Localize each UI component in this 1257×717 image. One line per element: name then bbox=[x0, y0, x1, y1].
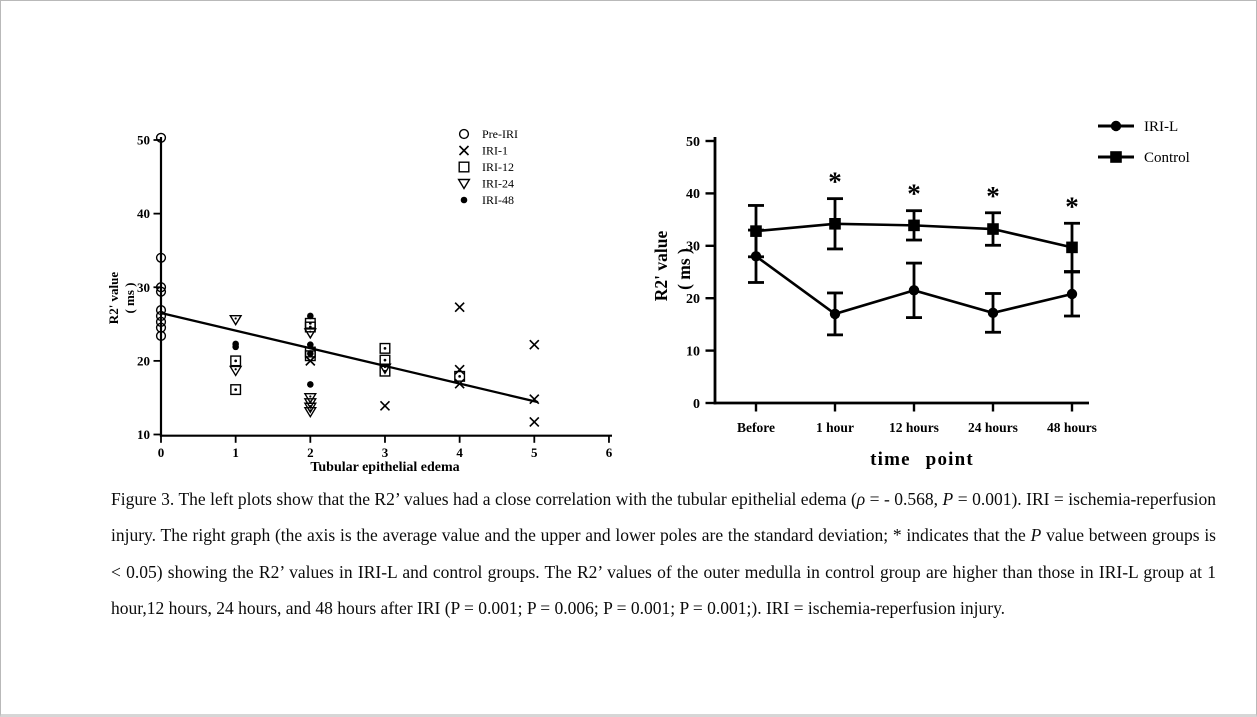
significance-star: * bbox=[828, 166, 842, 197]
caption-italic-segment: P bbox=[1030, 525, 1042, 546]
legend-open-triangle-down-icon bbox=[459, 180, 470, 189]
significance-star: * bbox=[907, 178, 921, 209]
triangle-center-dot bbox=[235, 317, 237, 319]
left-y-axis-title: R2' value bbox=[106, 271, 121, 325]
point-iri-1 bbox=[530, 340, 539, 349]
mean-point-iri-l bbox=[988, 308, 998, 318]
left-y-axis-title-units: ( ms ) bbox=[122, 282, 137, 314]
left-x-tick-label: 2 bbox=[307, 445, 314, 460]
left-legend-item-iri-24 bbox=[459, 177, 514, 191]
mean-point-iri-l bbox=[830, 309, 840, 319]
triangle-shape bbox=[459, 180, 470, 189]
point-iri-1 bbox=[455, 303, 464, 312]
triangle-center-dot bbox=[309, 331, 311, 333]
right-y-tick-label: 40 bbox=[686, 187, 700, 203]
filled-circle-shape bbox=[232, 344, 239, 351]
filled-circle-shape bbox=[307, 313, 314, 320]
left-x-tick-label: 4 bbox=[456, 445, 463, 460]
filled-square-shape bbox=[750, 225, 762, 237]
left-y-tick-label: 10 bbox=[137, 427, 150, 442]
left-x-axis-title: Tubular epithelial edema bbox=[310, 460, 460, 475]
filled-circle-shape bbox=[307, 350, 314, 357]
mean-point-control bbox=[1066, 242, 1078, 254]
point-iri-24 bbox=[230, 366, 241, 375]
triangle-center-dot bbox=[309, 395, 311, 397]
filled-circle-shape bbox=[1067, 289, 1077, 299]
right-x-axis-title: time point bbox=[870, 449, 974, 470]
triangle-shape bbox=[305, 329, 316, 338]
legend-label: Control bbox=[1144, 150, 1190, 166]
left-y-tick-label: 40 bbox=[137, 206, 150, 222]
right-x-tick-label: Before bbox=[737, 420, 775, 435]
left-x-tick-label: 0 bbox=[157, 445, 165, 460]
filled-circle-shape bbox=[1111, 121, 1121, 131]
legend-label: IRI-12 bbox=[482, 160, 514, 174]
square-center-dot bbox=[384, 347, 387, 350]
left-x-tick-label: 5 bbox=[531, 445, 538, 460]
point-iri-1 bbox=[455, 365, 464, 374]
left-y-tick-label: 50 bbox=[137, 132, 150, 148]
square-center-dot bbox=[458, 375, 461, 378]
mean-point-iri-l bbox=[909, 285, 919, 295]
triangle-center-dot bbox=[309, 405, 311, 407]
right-y-axis-title: R2' value bbox=[651, 230, 671, 302]
triangle-center-dot bbox=[309, 409, 311, 411]
mean-point-control bbox=[908, 220, 920, 232]
series-iri-l bbox=[748, 230, 1080, 335]
triangle-shape bbox=[230, 366, 241, 375]
left-legend-item-pre-iri bbox=[460, 127, 518, 141]
right-y-tick-label: 0 bbox=[693, 396, 700, 412]
series-control bbox=[748, 199, 1080, 272]
point-iri-48 bbox=[307, 350, 314, 357]
right-x-tick-label: 48 hours bbox=[1047, 420, 1097, 435]
significance-star: * bbox=[986, 180, 1000, 211]
filled-circle-shape bbox=[461, 197, 468, 204]
right-y-axis-title-units: ( ms ) bbox=[674, 248, 694, 290]
filled-square-shape bbox=[1110, 151, 1122, 163]
legend-filled-circle-icon bbox=[1111, 121, 1121, 131]
right-x-tick-label: 1 hour bbox=[816, 420, 854, 435]
left-legend-item-iri-1 bbox=[460, 144, 509, 158]
significance-star: * bbox=[1065, 191, 1079, 222]
point-iri-12 bbox=[380, 355, 390, 365]
point-iri-48 bbox=[307, 313, 314, 320]
right-chart bbox=[651, 119, 1190, 470]
mean-point-control bbox=[987, 223, 999, 235]
legend-label: IRI-L bbox=[1144, 119, 1179, 135]
right-y-tick-label: 50 bbox=[686, 134, 700, 150]
mean-point-control bbox=[750, 225, 762, 237]
point-iri-12 bbox=[380, 344, 390, 354]
left-y-tick-label: 30 bbox=[137, 279, 150, 295]
point-iri-1 bbox=[530, 417, 539, 426]
square-center-dot bbox=[234, 388, 237, 391]
square-center-dot bbox=[234, 360, 237, 363]
point-iri-1 bbox=[380, 401, 389, 410]
mean-point-iri-l bbox=[1067, 289, 1077, 299]
point-iri-48 bbox=[307, 381, 314, 388]
legend-dotted-square-icon bbox=[459, 162, 469, 172]
filled-square-shape bbox=[987, 223, 999, 235]
point-iri-24 bbox=[230, 316, 241, 325]
caption-segment: = 0.001). IRI = ischemia-reperfusion injury. The right graph (the axis is the average value and the upper and lower poles are the standard deviation; * indicates that the bbox=[111, 489, 1216, 546]
legend-x-icon bbox=[460, 146, 469, 155]
legend-label: Pre-IRI bbox=[482, 127, 518, 141]
left-legend-item-iri-12 bbox=[459, 160, 514, 174]
right-y-tick-label: 10 bbox=[686, 344, 700, 360]
legend-label: IRI-24 bbox=[482, 176, 514, 191]
right-x-tick-label: 24 hours bbox=[968, 420, 1018, 435]
filled-circle-shape bbox=[307, 381, 314, 388]
point-iri-12 bbox=[231, 356, 241, 366]
right-x-tick-label: 12 hours bbox=[889, 420, 939, 435]
caption-italic-segment: ρ bbox=[856, 489, 866, 509]
legend-label: IRI-48 bbox=[482, 193, 514, 207]
left-chart bbox=[106, 127, 613, 475]
legend-filled-square-icon bbox=[1110, 151, 1122, 163]
caption-segment: Figure 3. The left plots show that the R2’ values had a close correlation with the tubular epithelial edema ( bbox=[111, 489, 857, 509]
point-iri-24 bbox=[305, 329, 316, 338]
filled-circle-shape bbox=[909, 285, 919, 295]
left-x-tick-label: 3 bbox=[381, 445, 389, 460]
regression-line bbox=[161, 313, 538, 402]
point-iri-12 bbox=[231, 385, 241, 395]
left-legend-item-iri-48 bbox=[461, 193, 514, 207]
filled-circle-shape bbox=[830, 309, 840, 319]
triangle-center-dot bbox=[235, 368, 237, 370]
right-legend-item-control bbox=[1098, 150, 1190, 166]
caption-segment: = - 0.568, bbox=[865, 489, 943, 509]
right-y-tick-label: 30 bbox=[686, 239, 700, 255]
filled-square-shape bbox=[1066, 242, 1078, 254]
legend-open-circle-icon bbox=[460, 130, 469, 139]
point-iri-48 bbox=[232, 344, 239, 351]
triangle-shape bbox=[230, 316, 241, 325]
triangle-center-dot bbox=[309, 401, 311, 403]
open-circle-shape bbox=[460, 130, 469, 139]
caption-italic-segment: P bbox=[942, 489, 954, 509]
right-legend-item-iri-l bbox=[1098, 119, 1178, 135]
filled-square-shape bbox=[829, 218, 841, 230]
filled-square-shape bbox=[908, 220, 920, 232]
legend-label: IRI-1 bbox=[482, 143, 508, 158]
left-x-tick-label: 1 bbox=[232, 445, 239, 460]
legend-filled-circle-icon bbox=[461, 197, 468, 204]
figure-caption bbox=[111, 481, 1216, 627]
square-center-dot bbox=[309, 326, 312, 329]
caption-segment: value between groups is < 0.05) showing the R2’ values in IRI-L and control groups. The R2’ values of the outer medulla in control group are higher than those in IRI-L group at 1 hour,12 hours, 24 hours, and 48 hours after IRI (P = 0.001; P = 0.006; P = 0.001; P = 0.001;). IRI = ischemia-reperfusion injury. bbox=[111, 525, 1216, 619]
square-shape bbox=[459, 162, 469, 172]
left-x-tick-label: 6 bbox=[605, 445, 613, 460]
right-y-tick-label: 20 bbox=[686, 292, 700, 307]
mean-point-control bbox=[829, 218, 841, 230]
filled-circle-shape bbox=[988, 308, 998, 318]
left-y-tick-label: 20 bbox=[137, 353, 150, 369]
square-center-dot bbox=[384, 359, 387, 362]
